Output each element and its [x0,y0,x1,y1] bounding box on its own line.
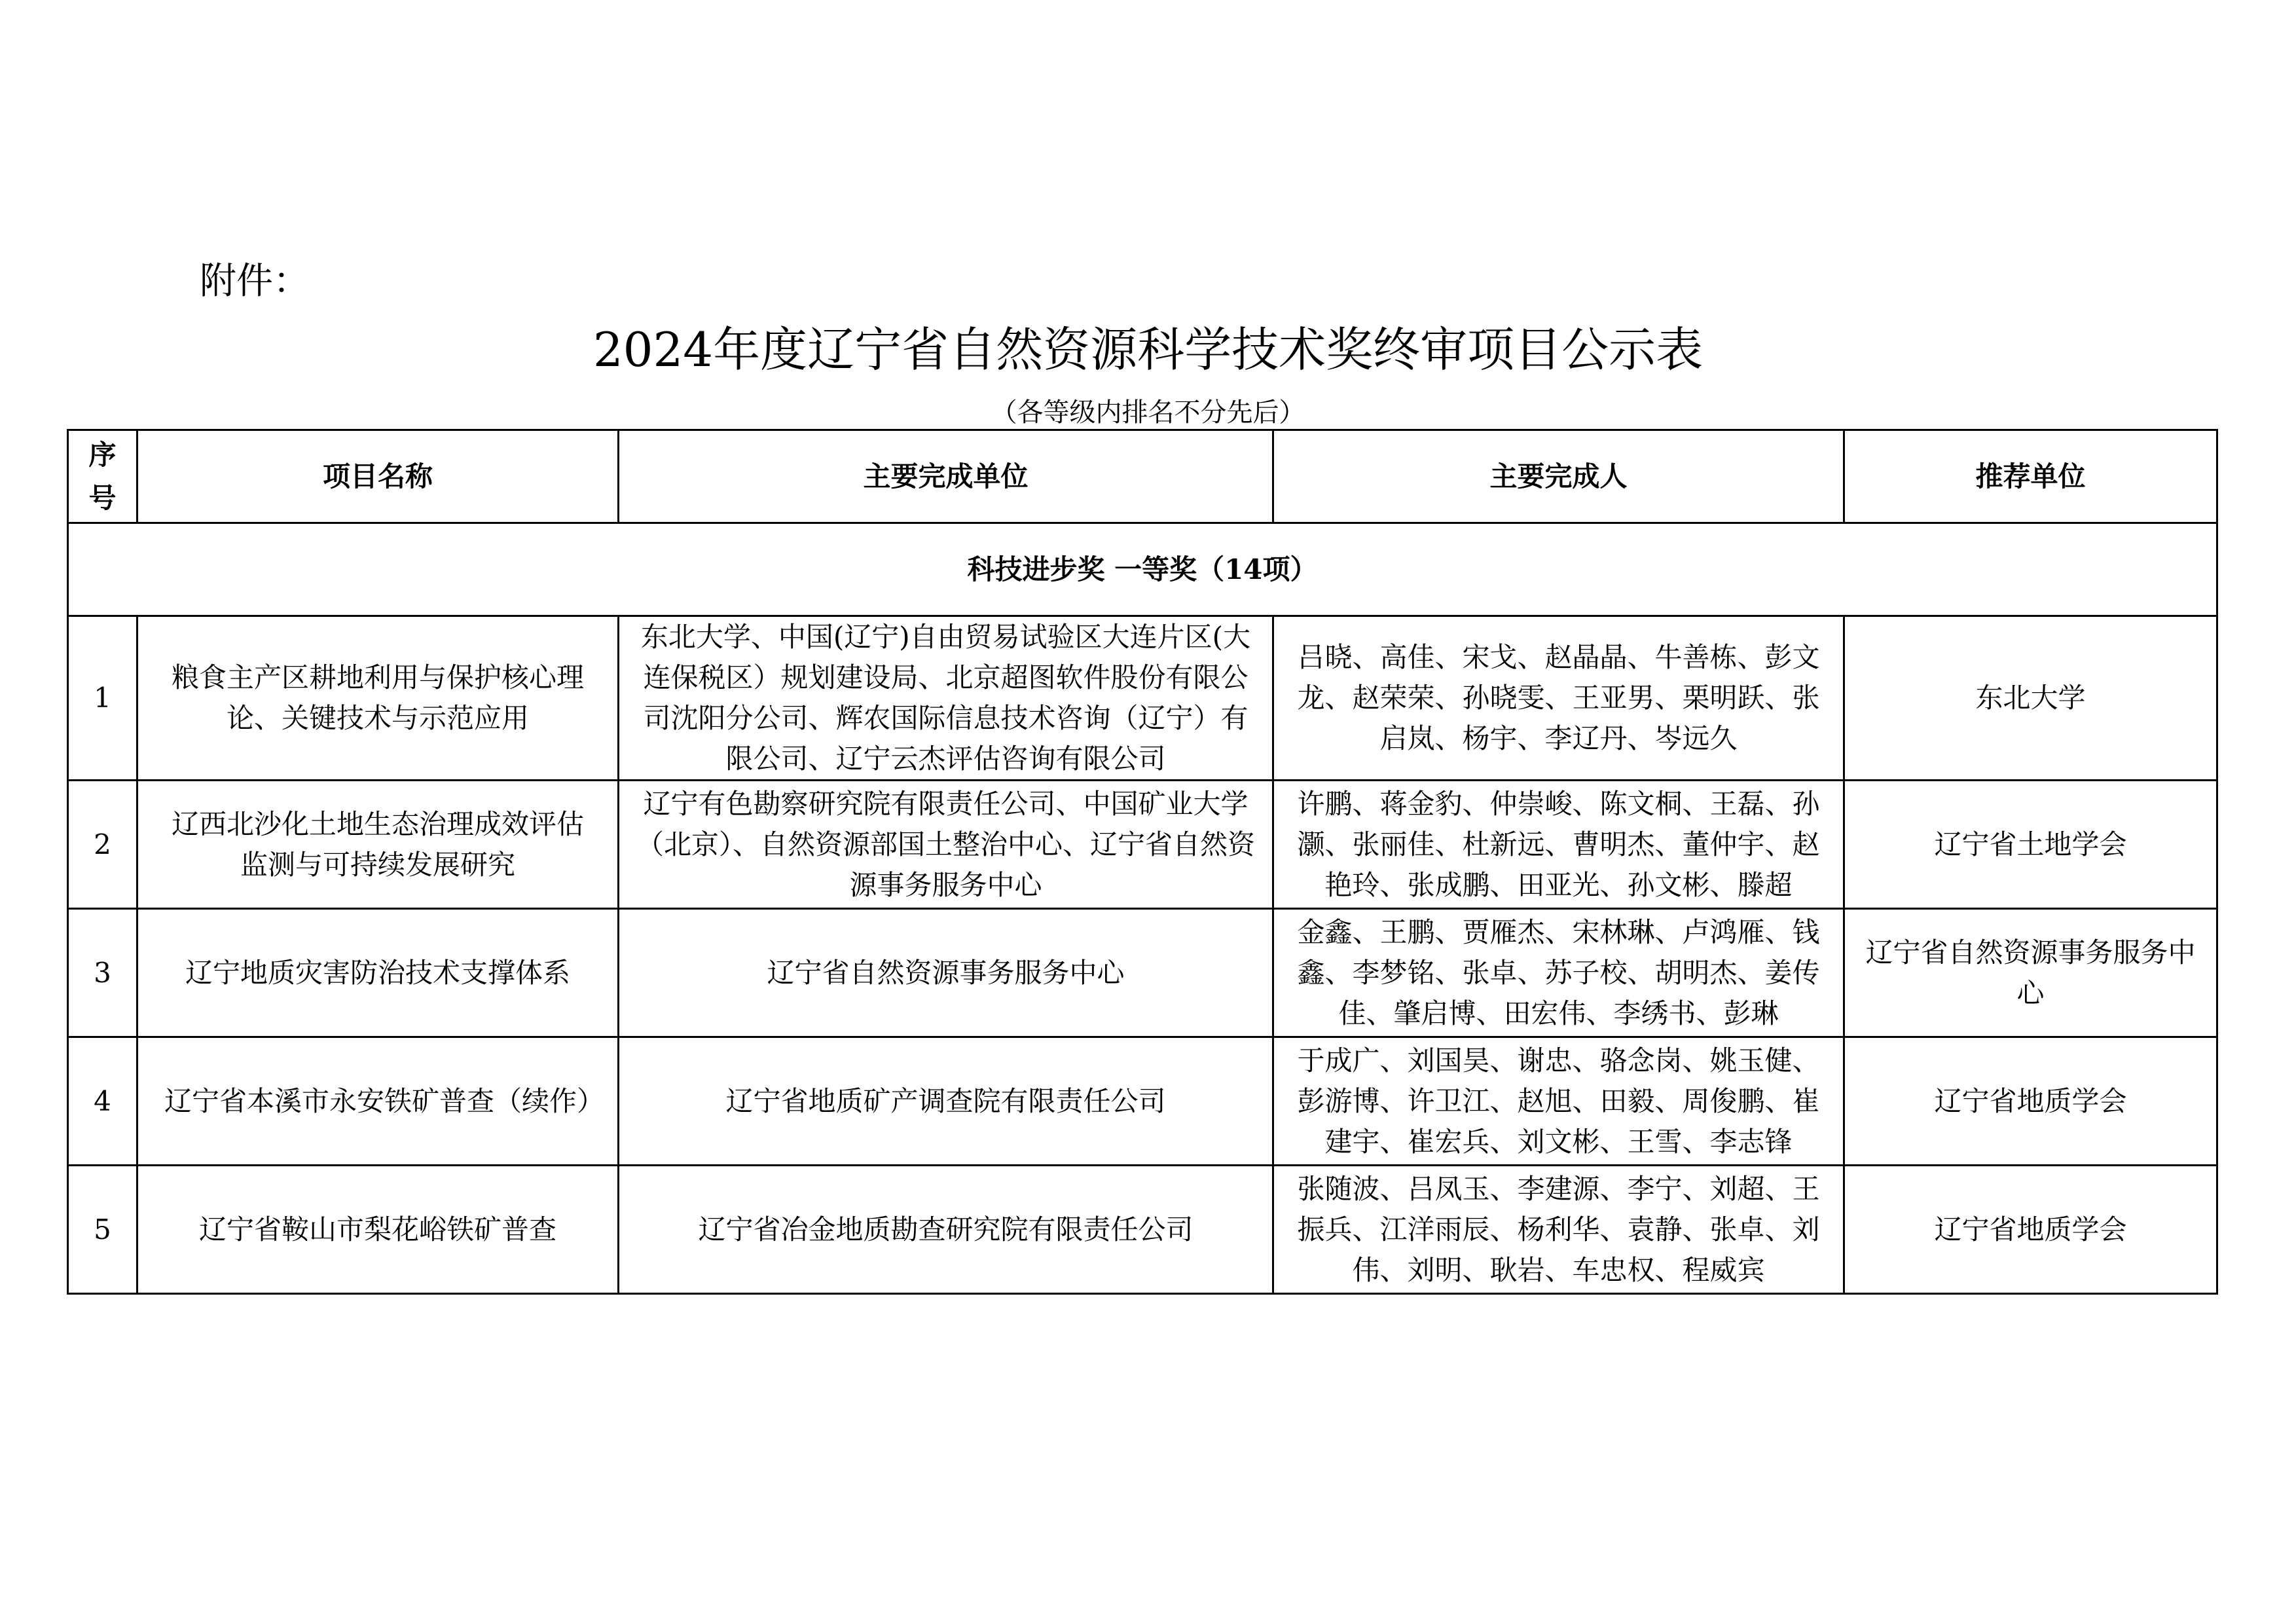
cell-seq: 3 [68,909,137,1037]
cell-units: 辽宁省自然资源事务服务中心 [619,909,1273,1037]
table-row [68,1037,2217,1166]
cell-people: 于成广、刘国昊、谢忠、骆念岗、姚玉健、彭游博、许卫江、赵旭、田毅、周俊鹏、崔建宇、崔宏兵、刘文彬、王雪、李志锋 [1273,1037,1844,1166]
page-subtitle: （各等级内排名不分先后） [991,397,1305,428]
cell-units: 东北大学、中国(辽宁)自由贸易试验区大连片区(大连保税区）规划建设局、北京超图软件股份有限公司沈阳分公司、辉农国际信息技术咨询（辽宁）有限公司、辽宁云杰评估咨询有限公司 [619,616,1273,781]
cell-seq: 2 [68,781,137,909]
cell-name: 粮食主产区耕地利用与保护核心理论、关键技术与示范应用 [137,616,619,781]
awards-table [67,429,2218,1295]
cell-people: 金鑫、王鹏、贾雁杰、宋林琳、卢鸿雁、钱鑫、李梦铭、张卓、苏子校、胡明杰、姜传佳、肇启博、田宏伟、李绣书、彭琳 [1273,909,1844,1037]
table-header-row [68,430,2217,523]
table-row [68,1166,2217,1294]
cell-seq: 4 [68,1037,137,1166]
header-recommender: 推荐单位 [1844,430,2217,523]
section-row [68,523,2217,616]
table-row [68,616,2217,781]
cell-seq: 1 [68,616,137,781]
cell-units: 辽宁省地质矿产调查院有限责任公司 [619,1037,1273,1166]
attachment-label: 附件： [200,260,310,303]
table-row [68,909,2217,1037]
cell-units: 辽宁有色勘察研究院有限责任公司、中国矿业大学（北京）、自然资源部国土整治中心、辽宁省自然资源事务服务中心 [619,781,1273,909]
cell-units: 辽宁省冶金地质勘查研究院有限责任公司 [619,1166,1273,1294]
cell-name: 辽宁省本溪市永安铁矿普查（续作） [137,1037,619,1166]
header-name: 项目名称 [137,430,619,523]
cell-people: 张随波、吕凤玉、李建源、李宁、刘超、王振兵、江洋雨辰、杨利华、袁静、张卓、刘伟、刘明、耿岩、车忠权、程威宾 [1273,1166,1844,1294]
cell-recommender: 东北大学 [1844,616,2217,781]
cell-recommender: 辽宁省地质学会 [1844,1037,2217,1166]
section-title: 科技进步奖 一等奖（14项） [68,523,2217,616]
header-seq: 序号 [68,430,137,523]
page-title: 2024年度辽宁省自然资源科学技术奖终审项目公示表 [592,322,1704,377]
cell-recommender: 辽宁省地质学会 [1844,1166,2217,1294]
cell-seq: 5 [68,1166,137,1294]
cell-name: 辽宁地质灾害防治技术支撑体系 [137,909,619,1037]
cell-recommender: 辽宁省自然资源事务服务中心 [1844,909,2217,1037]
cell-name: 辽西北沙化土地生态治理成效评估监测与可持续发展研究 [137,781,619,909]
cell-recommender: 辽宁省土地学会 [1844,781,2217,909]
header-people: 主要完成人 [1273,430,1844,523]
table-row [68,781,2217,909]
header-units: 主要完成单位 [619,430,1273,523]
cell-people: 吕晓、高佳、宋戈、赵晶晶、牛善栋、彭文龙、赵荣荣、孙晓雯、王亚男、栗明跃、张启岚、杨宇、李辽丹、岑远久 [1273,616,1844,781]
cell-people: 许鹏、蒋金豹、仲崇峻、陈文桐、王磊、孙灏、张丽佳、杜新远、曹明杰、董仲宇、赵艳玲、张成鹏、田亚光、孙文彬、滕超 [1273,781,1844,909]
cell-name: 辽宁省鞍山市梨花峪铁矿普查 [137,1166,619,1294]
